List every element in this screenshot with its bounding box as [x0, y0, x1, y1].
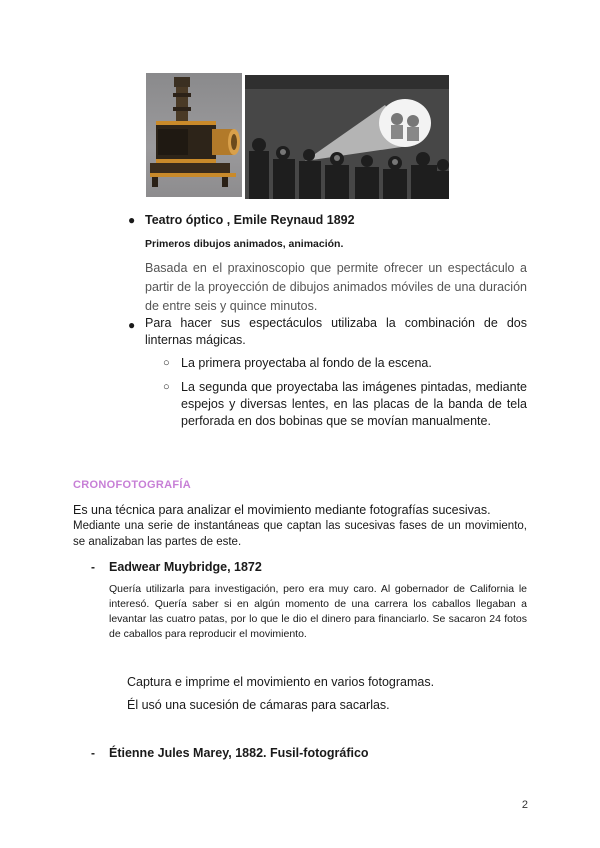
bullet-marker: ●: [128, 318, 136, 332]
sub-bullet-marker: ○: [163, 357, 170, 369]
dash-title: Étienne Jules Marey, 1882. Fusil-fotográfico: [109, 746, 369, 760]
sub-bullet-text: La segunda que proyectaba las imágenes pintadas, mediante espejos y diversas lentes, en las placas de la banda de tela perforada en dos bobinas que se movían manualmente.: [181, 380, 527, 428]
page-number: 2: [521, 799, 528, 811]
bullet-text: Para hacer sus espectáculos utilizaba la combinación de dos linternas mágicas.: [145, 316, 527, 347]
section-description: Mediante una serie de instantáneas que captan las sucesivas fases de un movimiento, se analizaban las partes de este.: [73, 520, 527, 548]
magic-lantern-illustration: [146, 73, 242, 197]
bullet-body: Basada en el praxinoscopio que permite ofrecer un espectáculo a partir de la proyección de dibujos animados móviles de una duración de entre seis y quince minutos.: [145, 261, 527, 313]
section-title: CRONOFOTOGRAFÍA: [73, 479, 191, 491]
projector-image: [146, 73, 242, 197]
audience-projection-illustration: [245, 75, 449, 199]
sub-bullet-marker: ○: [163, 381, 170, 393]
theater-engraving-image: [245, 75, 449, 199]
sub-bullet-text: La primera proyectaba al fondo de la escena.: [181, 356, 432, 370]
dash-note-1: Captura e imprime el movimiento en varios fotogramas.: [127, 675, 435, 689]
dash-title: Eadwear Muybridge, 1872: [109, 560, 262, 574]
dash-note-2: Él usó una sucesión de cámaras para sacarlas.: [127, 698, 390, 712]
dash-body: Quería utilizarla para investigación, pero era muy caro. Al gobernador de California le interesó. Quería saber si en algún momento de una carrera los caballos llegaban a levantar las cuatro patas, por lo que le dio el dinero para financiarlo. Se sacaron 24 fotos de caballos para reproducir el movimiento.: [109, 583, 527, 640]
dash-marker: -: [91, 746, 95, 760]
section-intro: Es una técnica para analizar el movimiento mediante fotografías sucesivas.: [73, 503, 491, 517]
dash-marker: -: [91, 560, 95, 574]
bullet-subtitle: Primeros dibujos animados, animación.: [145, 238, 344, 250]
bullet-marker: ●: [128, 213, 136, 227]
bullet-title: Teatro óptico , Emile Reynaud 1892: [145, 213, 355, 227]
